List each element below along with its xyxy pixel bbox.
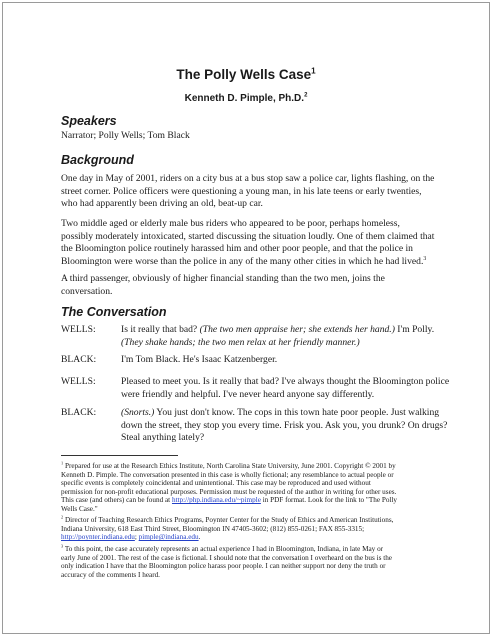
background-paragraph-2: [61, 218, 439, 268]
text-line: Kenneth D. Pimple. The conversation presented in this case is wholly fictional; any resemblance to actual people or: [61, 470, 394, 479]
document-author: [3, 93, 489, 104]
speaker-label: BLACK:: [61, 407, 97, 418]
text-line: [61, 516, 443, 525]
dialogue-text: [121, 354, 443, 367]
text-line: specific events is completely coincidental and unintentional. This case may be reproduced and used without: [61, 479, 371, 488]
dialogue-text: [121, 324, 443, 349]
speech: I'm Polly.: [394, 324, 435, 335]
text-line: [61, 545, 443, 554]
text-line: Wells Case.": [61, 504, 98, 513]
stage-direction: (They shake hands; the two men relax at her friendly manner.): [121, 336, 360, 348]
footnote-3: [61, 545, 443, 579]
footnote-2: [61, 516, 443, 542]
text-line: I'm Tom Black. He's Isaac Katzenberger.: [121, 354, 278, 365]
document-title: [3, 67, 489, 82]
footnote-mark: 3: [61, 543, 64, 549]
dialogue-text: [121, 407, 448, 445]
text-line: [121, 324, 443, 337]
author-footnote-mark: 2: [304, 92, 308, 99]
background-heading: Background: [61, 153, 134, 167]
text-line: Indiana University, 618 East Third Street, Bloomington IN 47405-3602; (812) 855-0261; FAX 855-3315;: [61, 524, 365, 533]
speaker-label: WELLS:: [61, 324, 96, 335]
text-line: A third passenger, obviously of higher financial standing than the two men, joins the: [61, 273, 385, 284]
text-line: [61, 496, 443, 505]
title-text: The Polly Wells Case: [176, 67, 312, 82]
footnote-text: .: [198, 533, 201, 542]
speaker-label: BLACK:: [61, 354, 97, 365]
text-line: One day in May of 2001, riders on a city bus at a bus stop saw a police car, lights flashing, on the: [61, 173, 435, 184]
text-line: Steal anything lately?: [121, 432, 205, 443]
speech: Is it really that bad?: [121, 324, 200, 335]
footnote-mark: 2: [61, 514, 64, 520]
text-line: only indication I have that the Bloomington police harass poor people. I can neither support nor deny the truth or: [61, 562, 386, 571]
text-line: [121, 337, 443, 350]
footnote-text: To this point, the case accurately represents an actual experience I had in Bloomington, Indiana, in late May or: [63, 545, 384, 553]
text-line: were friendly and helpful. I've never heard anyone say differently.: [121, 388, 375, 400]
footnote-mark: 1: [61, 460, 64, 466]
text-line: [61, 256, 439, 269]
text-line: [61, 462, 443, 471]
text-line: accuracy of the comments I heard.: [61, 570, 160, 579]
footnote-separator: [61, 455, 178, 456]
text-line: Two middle aged or elderly male bus riders who appeared to be poor, perhaps homeless,: [61, 218, 400, 229]
conversation-heading: The Conversation: [61, 305, 167, 319]
text-line: permission for non-profit educational purposes. Permission must be requested of the author in writing for other uses.: [61, 487, 397, 496]
title-footnote-mark: 1: [311, 66, 316, 76]
poynter-website-link[interactable]: http://poynter.indiana.edu: [61, 533, 135, 542]
text-line: early June of 2001. The rest of the case is fictional. I should note that the conversation I overheard on the bus is the: [61, 553, 392, 562]
text-line: conversation.: [61, 285, 113, 297]
speaker-label: WELLS:: [61, 376, 96, 387]
document-page: [2, 2, 490, 634]
footnote-text: in PDF format. Look for the link to "The Polly: [260, 496, 397, 505]
footnote-mark-3: 3: [423, 255, 427, 262]
speakers-text: Narrator; Polly Wells; Tom Black: [61, 130, 190, 141]
text-line: possibly moderately intoxicated, started discussing the situation loudly. One of them claimed that: [61, 230, 435, 242]
text-line: the Bloomington police routinely harassed him and other poor people, and that the police in: [61, 243, 413, 254]
background-paragraph-3: [61, 273, 439, 298]
dialogue-text: [121, 376, 450, 401]
footnote-text: ;: [134, 533, 139, 542]
author-text: Kenneth D. Pimple, Ph.D.: [184, 93, 305, 104]
text-line: [61, 533, 443, 542]
text-line: Pleased to meet you. Is it really that bad? I've always thought the Bloomington police: [121, 376, 450, 387]
footnote-text: This case (and others) can be found at: [61, 496, 172, 505]
stage-direction: (The two men appraise her; she extends her hand.): [199, 324, 395, 335]
background-paragraph-1: [61, 173, 439, 211]
stage-direction: (Snorts.): [121, 407, 155, 418]
text-line: [121, 407, 443, 420]
speech: You just don't know. The cops in this town hate poor people. Just walking: [154, 407, 440, 418]
speakers-heading: Speakers: [61, 114, 117, 128]
text-line: who had apparently been driving an old, beat-up car.: [61, 198, 263, 209]
email-link[interactable]: pimple@indiana.edu: [138, 533, 199, 542]
text-line: down the street, they stop you every time. Frisk you. Ask you, you drunk? On drugs?: [121, 419, 448, 431]
footnote-1: [61, 462, 443, 514]
footnote-text: Director of Teaching Research Ethics Programs, Poynter Center for the Study of Ethics and American Institutions,: [63, 516, 394, 524]
text-line: street corner. Police officers were questioning a young man, in his late teens or early twenties,: [61, 185, 422, 197]
footnote-text: Prepared for use at the Research Ethics Institute, North Carolina State University, June 2001. Copyright © 2001 by: [63, 462, 396, 470]
poynter-pimple-link[interactable]: http://php.indiana.edu/~pimple: [171, 496, 261, 505]
text-line-content: Bloomington were worse than the police in any of the many other cities in which he had lived.: [61, 255, 424, 267]
